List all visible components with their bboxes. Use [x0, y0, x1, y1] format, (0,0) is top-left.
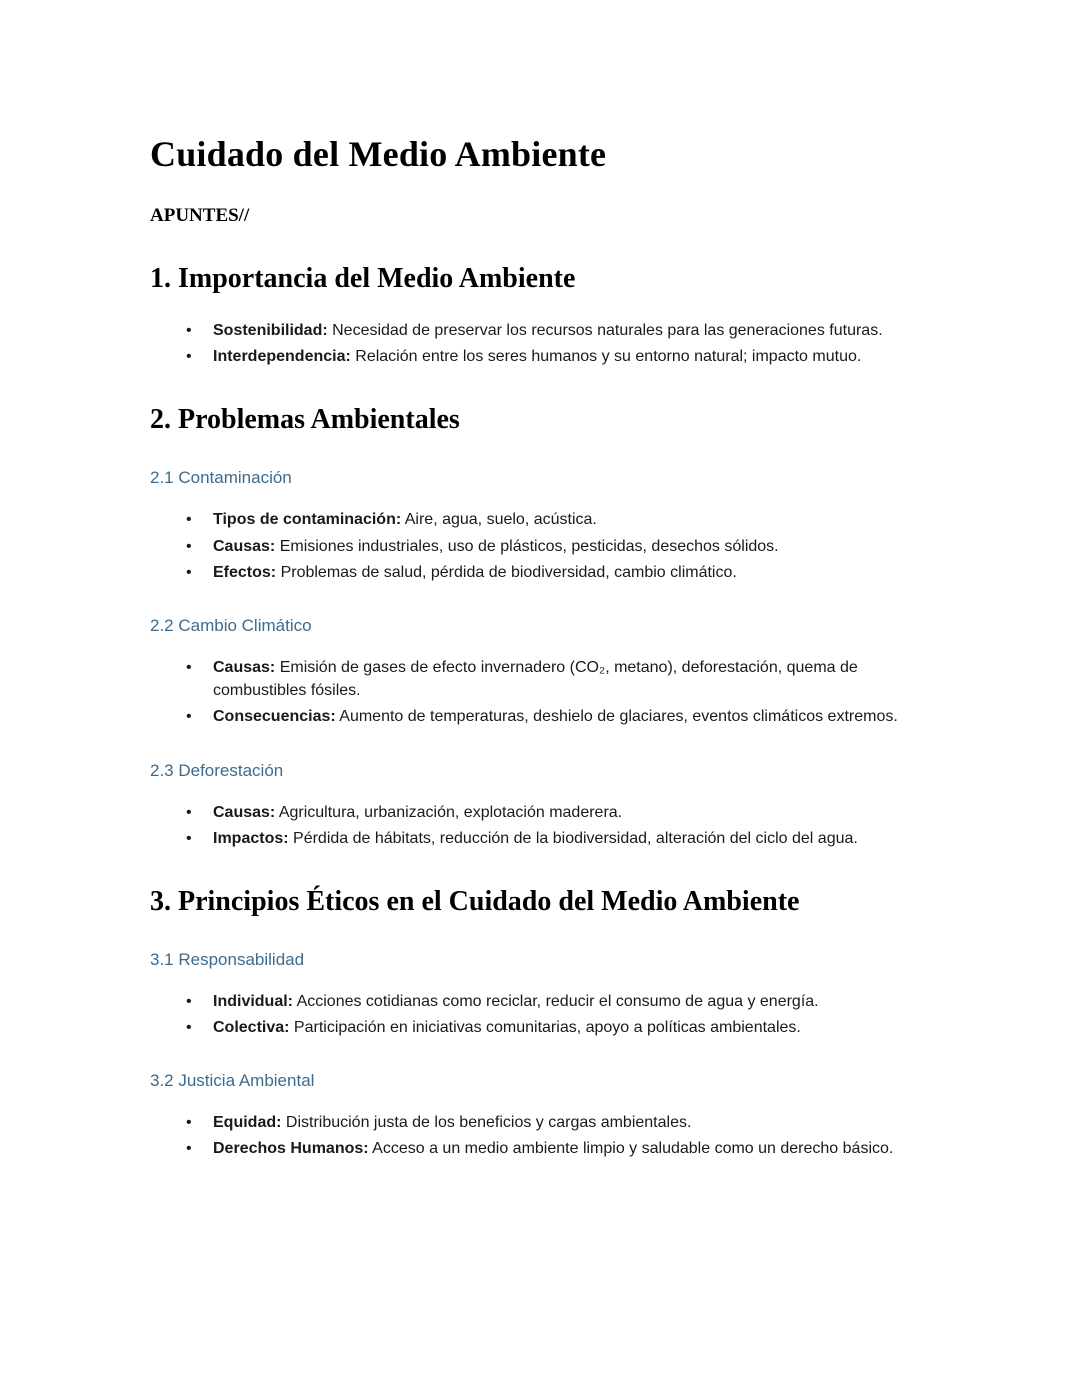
- subheading-justicia-ambiental: 3.2 Justicia Ambiental: [150, 1071, 315, 1091]
- list-item: [150, 508, 930, 531]
- list-item-text: Emisiones industriales, uso de plásticos, pesticidas, desechos sólidos.: [275, 537, 779, 555]
- subheading-responsabilidad: 3.1 Responsabilidad: [150, 949, 305, 969]
- list-item: [150, 319, 930, 342]
- bullet-list-cambio-climatico: [150, 656, 930, 729]
- section-heading-problemas: 2. Problemas Ambientales: [150, 404, 460, 436]
- list-item-text: Distribución justa de los beneficios y cargas ambientales.: [281, 1114, 692, 1132]
- list-item-term: Tipos de contaminación:: [213, 511, 402, 529]
- list-item-text: Acciones cotidianas como reciclar, reducir el consumo de agua y energía.: [293, 992, 819, 1010]
- list-item-term: Equidad:: [213, 1114, 282, 1132]
- bullet-list-contaminacion: [150, 508, 930, 584]
- section-heading-principios: 3. Principios Éticos en el Cuidado del Medio Ambiente: [150, 885, 800, 917]
- list-item-text: Problemas de salud, pérdida de biodiversidad, cambio climático.: [276, 563, 737, 581]
- list-item: [150, 561, 930, 584]
- list-item: [150, 1111, 930, 1134]
- list-item: [150, 705, 930, 728]
- list-item-term: Interdependencia:: [213, 348, 351, 366]
- list-item-term: Causas:: [213, 658, 276, 676]
- list-item-term: Causas:: [213, 537, 276, 555]
- list-item: [150, 827, 930, 850]
- subheading-contaminacion: 2.1 Contaminación: [150, 468, 292, 488]
- list-item-text: Aumento de temperaturas, deshielo de glaciares, eventos climáticos extremos.: [335, 708, 898, 726]
- list-item: [150, 801, 930, 824]
- list-item: [150, 1016, 930, 1039]
- list-item-term: Sostenibilidad:: [213, 322, 328, 339]
- list-item-text: Agricultura, urbanización, explotación maderera.: [275, 803, 623, 821]
- list-item: [150, 535, 930, 558]
- list-item-text: Aire, agua, suelo, acústica.: [401, 511, 597, 529]
- bullet-list-importancia: [150, 319, 930, 368]
- list-item-text: Emisión de gases de efecto invernadero (CO₂, metano), deforestación, quema de combustibles fósiles.: [213, 658, 858, 700]
- list-item-term: Colectiva:: [213, 1019, 290, 1037]
- document-subtitle: APUNTES//: [150, 205, 250, 226]
- list-item: [150, 656, 930, 702]
- list-item: [150, 345, 930, 368]
- bullet-list-deforestacion: [150, 801, 930, 850]
- list-item-term: Causas:: [213, 803, 276, 821]
- list-item: [150, 990, 930, 1013]
- bullet-list-responsabilidad: [150, 990, 930, 1039]
- bullet-list-justicia-ambiental: [150, 1111, 930, 1160]
- list-item: [150, 1137, 930, 1160]
- list-item-text: Necesidad de preservar los recursos naturales para las generaciones futuras.: [327, 322, 883, 339]
- list-item-term: Consecuencias:: [213, 708, 336, 726]
- list-item-term: Individual:: [213, 992, 293, 1010]
- list-item-text: Pérdida de hábitats, reducción de la biodiversidad, alteración del ciclo del agua.: [288, 829, 858, 847]
- section-heading-importancia: 1. Importancia del Medio Ambiente: [150, 263, 576, 294]
- list-item-text: Relación entre los seres humanos y su entorno natural; impacto mutuo.: [350, 348, 862, 366]
- list-item-term: Derechos Humanos:: [213, 1140, 369, 1158]
- document-title: Cuidado del Medio Ambiente: [150, 134, 607, 174]
- subheading-cambio-climatico: 2.2 Cambio Climático: [150, 615, 312, 635]
- list-item-term: Impactos:: [213, 829, 289, 847]
- list-item-text: Participación en iniciativas comunitarias, apoyo a políticas ambientales.: [289, 1019, 801, 1037]
- list-item-term: Efectos:: [213, 563, 277, 581]
- subheading-deforestacion: 2.3 Deforestación: [150, 760, 284, 780]
- list-item-text: Acceso a un medio ambiente limpio y saludable como un derecho básico.: [368, 1140, 894, 1158]
